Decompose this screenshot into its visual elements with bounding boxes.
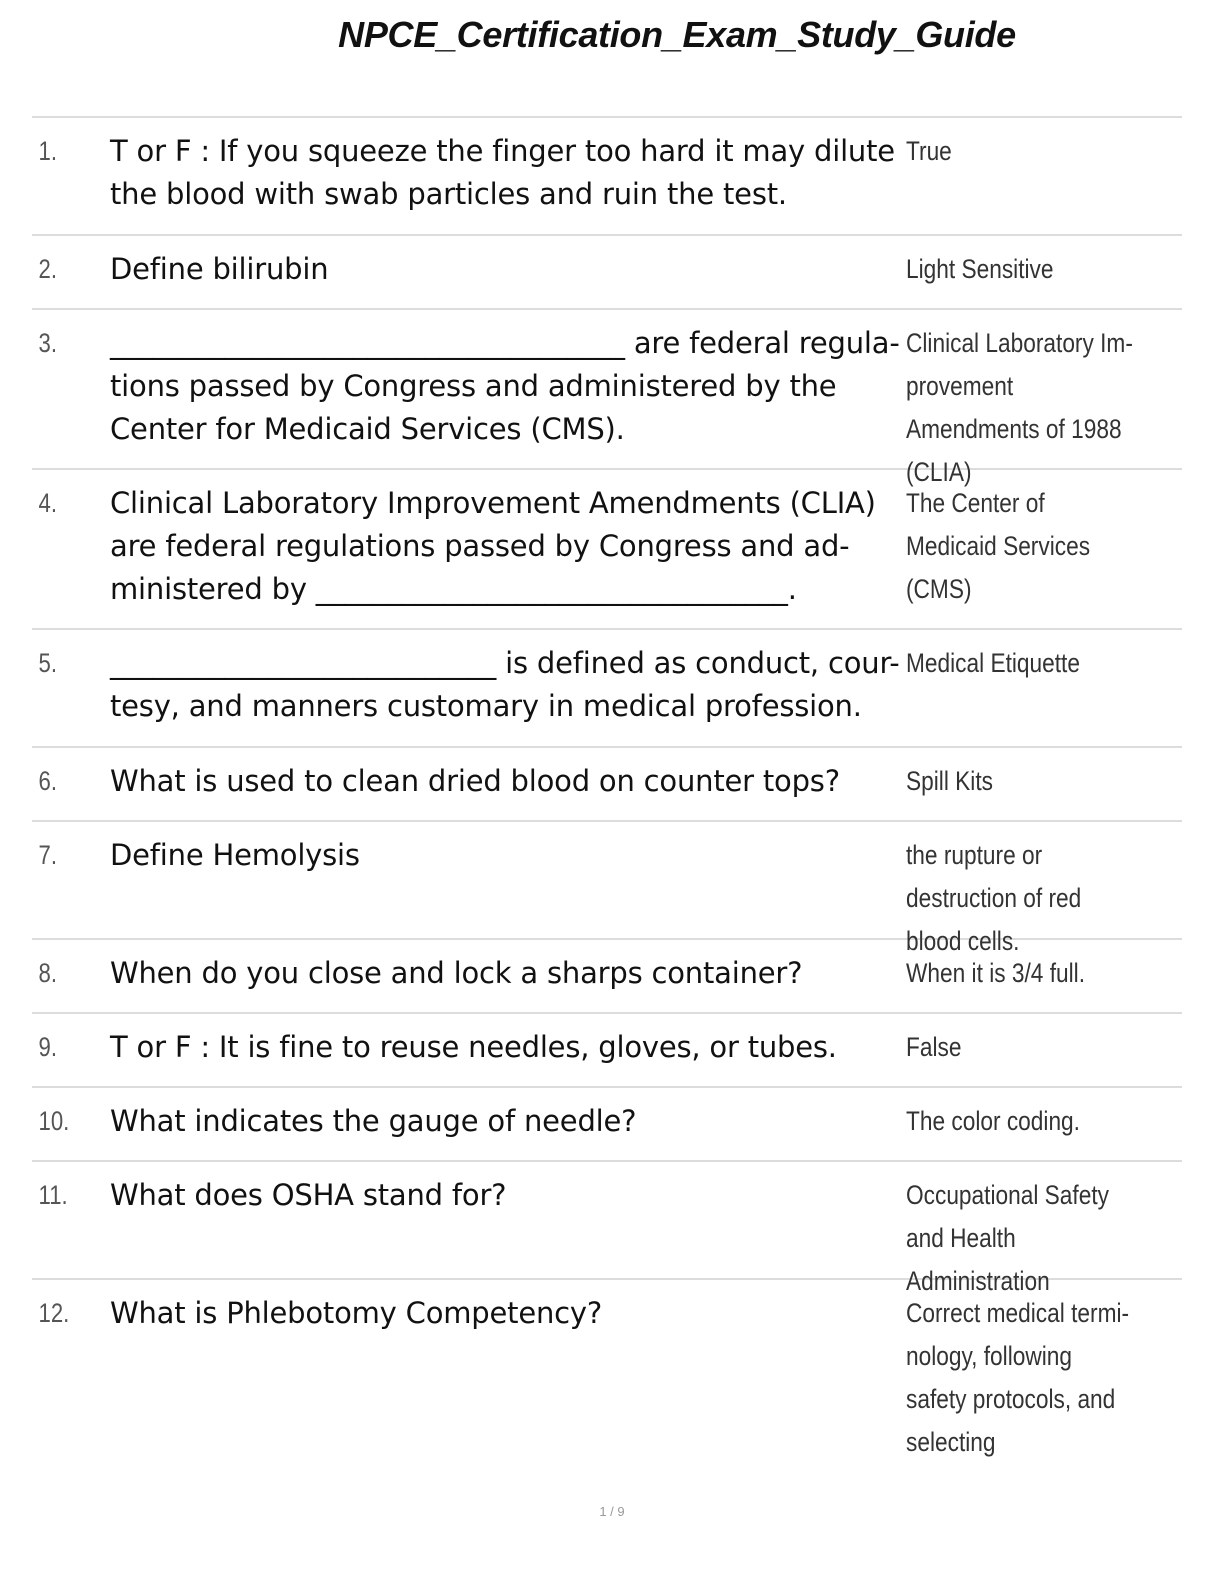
question-row	[32, 1280, 1182, 1457]
question-row	[32, 118, 1182, 236]
question-row	[32, 470, 1182, 630]
question-row	[32, 310, 1182, 487]
question-number: 10.	[38, 1106, 70, 1136]
answer-text: The Center of Medicaid Services (CMS)	[906, 488, 1091, 604]
question-number: 11.	[38, 1180, 68, 1210]
question-text: Clinical Laboratory Improvement Amendments (CLIA) are federal regulations passed by Congress and ad-ministered by _________________________________.	[110, 486, 876, 606]
question-row	[32, 1088, 1182, 1162]
question-text: What is used to clean dried blood on counter tops?	[110, 764, 840, 798]
question-text: When do you close and lock a sharps container?	[110, 956, 803, 990]
answer-text: Clinical Laboratory Im-provement Amendments of 1988 (CLIA)	[906, 328, 1133, 487]
question-row	[32, 236, 1182, 310]
question-number: 7.	[38, 840, 58, 870]
question-number: 9.	[38, 1032, 58, 1062]
question-number: 2.	[38, 254, 58, 284]
answer-text: When it is 3/4 full.	[906, 958, 1085, 988]
question-number: 6.	[38, 766, 58, 796]
answer-text: The color coding.	[906, 1106, 1080, 1136]
question-text: ____________________________________ are federal regula-tions passed by Congress and administered by the Center for Medicaid Services (CMS).	[110, 326, 900, 446]
question-number: 3.	[38, 328, 58, 358]
question-number: 4.	[38, 488, 58, 518]
question-number: 5.	[38, 648, 58, 678]
question-text: What does OSHA stand for?	[110, 1178, 507, 1212]
question-text: ___________________________ is defined as conduct, cour-tesy, and manners customary in medical profession.	[110, 646, 900, 723]
answer-text: True	[906, 136, 952, 166]
answer-text: Spill Kits	[906, 766, 993, 796]
answer-text: Occupational Safety and Health Administration	[906, 1180, 1109, 1296]
page-number: 1 / 9	[599, 1504, 625, 1519]
answer-text: the rupture or destruction of red blood cells.	[906, 840, 1082, 956]
page-title: NPCE_Certification_Exam_Study_Guide	[338, 14, 1016, 55]
question-row	[32, 822, 1182, 956]
question-row	[32, 1014, 1182, 1088]
answer-text: Medical Etiquette	[906, 648, 1080, 678]
question-text: Define bilirubin	[110, 252, 329, 286]
answer-text: False	[906, 1032, 962, 1062]
question-row	[32, 630, 1182, 748]
question-row	[32, 748, 1182, 822]
question-number: 1.	[38, 136, 58, 166]
question-text: Define Hemolysis	[110, 838, 360, 872]
question-row	[32, 1162, 1182, 1296]
question-list	[32, 116, 1182, 1457]
question-number: 12.	[38, 1298, 70, 1328]
question-text: What is Phlebotomy Competency?	[110, 1296, 603, 1330]
question-text: T or F : If you squeeze the finger too hard it may dilute the blood with swab particles and ruin the test.	[110, 134, 895, 211]
question-text: What indicates the gauge of needle?	[110, 1104, 637, 1138]
answer-text: Correct medical termi-nology, following safety protocols, and selecting	[906, 1298, 1130, 1457]
question-text: T or F : It is fine to reuse needles, gloves, or tubes.	[110, 1030, 837, 1064]
question-row	[32, 940, 1182, 1014]
question-number: 8.	[38, 958, 58, 988]
answer-text: Light Sensitive	[906, 254, 1054, 284]
